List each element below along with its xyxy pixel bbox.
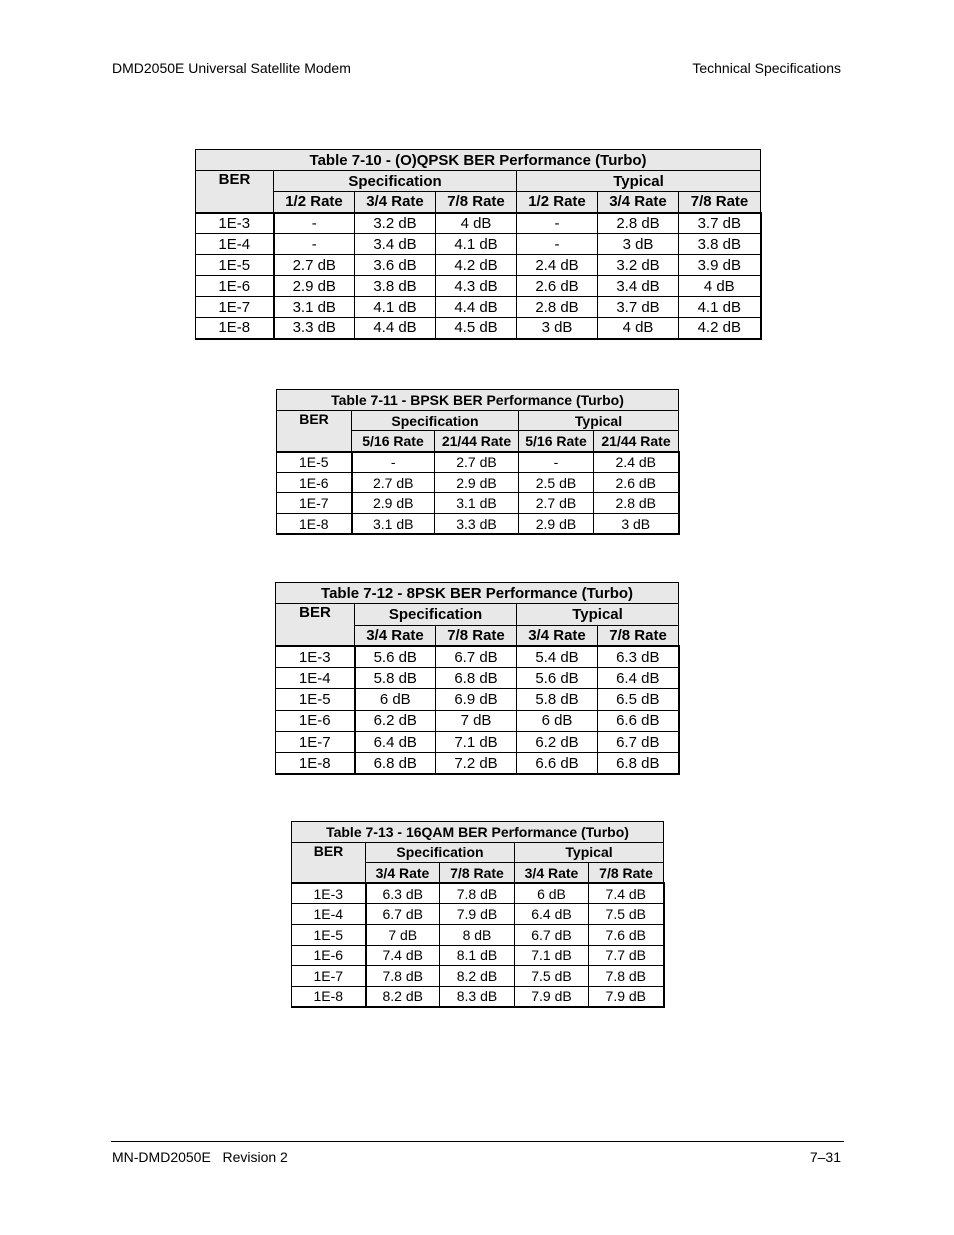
table-7-13-16qam-ber [291,821,665,1008]
value-cell: 6 dB [515,883,589,904]
value-cell: 4.4 dB [355,318,436,339]
table-row [277,493,679,514]
ber-cell: 1E-6 [292,945,366,966]
value-cell: 3.7 dB [598,297,679,318]
value-cell: 3.9 dB [679,255,761,276]
rate-header: 7/8 Rate [436,625,517,646]
rate-header: 3/4 Rate [598,192,679,213]
value-cell: 3.1 dB [435,493,519,514]
value-cell: 2.8 dB [517,297,598,318]
value-cell: 7.8 dB [589,966,664,987]
value-cell: 8 dB [440,924,515,945]
value-cell: 8.3 dB [440,986,515,1007]
value-cell: 2.7 dB [435,452,519,473]
table-row [292,904,664,925]
value-cell: 2.7 dB [352,472,435,493]
value-cell: 6.5 dB [598,689,679,710]
value-cell: 3 dB [517,318,598,339]
value-cell: 4 dB [598,318,679,339]
value-cell: 4.3 dB [436,276,517,297]
value-cell: 4 dB [679,276,761,297]
value-cell: 8.2 dB [366,986,440,1007]
ber-cell: 1E-7 [292,966,366,987]
value-cell: 2.6 dB [517,276,598,297]
value-cell: 2.6 dB [594,472,679,493]
value-cell: 6.2 dB [355,710,436,731]
page-number: 7–31 [809,1149,841,1165]
table-row [276,646,679,667]
table-title: Table 7-10 - (O)QPSK BER Performance (Turbo) [196,150,761,171]
ber-cell: 1E-8 [277,514,352,535]
value-cell: 8.1 dB [440,945,515,966]
table-row [196,213,761,234]
ber-cell: 1E-3 [196,213,274,234]
table-title: Table 7-11 - BPSK BER Performance (Turbo) [277,390,679,411]
rate-header: 5/16 Rate [352,431,435,452]
rate-header: 7/8 Rate [436,192,517,213]
ber-cell: 1E-7 [277,493,352,514]
value-cell: 3.4 dB [598,276,679,297]
rate-header: 7/8 Rate [589,863,664,884]
table-row [196,297,761,318]
value-cell: 6.7 dB [366,904,440,925]
value-cell: 6.6 dB [598,710,679,731]
ber-cell: 1E-6 [277,472,352,493]
ber-column-header: BER [277,410,352,451]
value-cell: 5.4 dB [517,646,598,667]
value-cell: 6.8 dB [355,753,436,774]
document-revision: MN-DMD2050E Revision 2 [112,1149,288,1165]
footer-divider [111,1141,844,1142]
value-cell: 6.8 dB [598,753,679,774]
ber-cell: 1E-4 [196,234,274,255]
value-cell: 3.4 dB [355,234,436,255]
value-cell: 7.5 dB [589,904,664,925]
value-cell: 2.4 dB [594,452,679,473]
value-cell: 7.5 dB [515,966,589,987]
value-cell: 5.8 dB [355,668,436,689]
specification-header: Specification [352,410,519,431]
specification-header: Specification [366,842,515,863]
value-cell: - [517,234,598,255]
value-cell: 7.8 dB [366,966,440,987]
value-cell: 4.2 dB [436,255,517,276]
table-row [276,753,679,774]
ber-cell: 1E-6 [196,276,274,297]
value-cell: 7.9 dB [589,986,664,1007]
ber-cell: 1E-8 [276,753,355,774]
value-cell: 2.8 dB [598,213,679,234]
ber-cell: 1E-3 [292,883,366,904]
value-cell: - [519,452,594,473]
table-row [292,883,664,904]
rate-header: 21/44 Rate [435,431,519,452]
value-cell: 7.6 dB [589,924,664,945]
value-cell: 4.4 dB [436,297,517,318]
table-row [292,924,664,945]
value-cell: 6.2 dB [517,732,598,753]
table-row [292,986,664,1007]
table-title: Table 7-13 - 16QAM BER Performance (Turbo) [292,822,664,843]
value-cell: - [517,213,598,234]
value-cell: 2.8 dB [594,493,679,514]
ber-cell: 1E-5 [196,255,274,276]
value-cell: 2.9 dB [352,493,435,514]
value-cell: 5.6 dB [355,646,436,667]
value-cell: 4.1 dB [679,297,761,318]
typical-header: Typical [519,410,679,431]
value-cell: 3.1 dB [352,514,435,535]
value-cell: 3.3 dB [435,514,519,535]
value-cell: 3.7 dB [679,213,761,234]
ber-cell: 1E-5 [292,924,366,945]
value-cell: 4.2 dB [679,318,761,339]
value-cell: 7 dB [436,710,517,731]
rate-header: 3/4 Rate [366,863,440,884]
value-cell: 7.7 dB [589,945,664,966]
ber-cell: 1E-7 [276,732,355,753]
value-cell: 3 dB [598,234,679,255]
value-cell: 3 dB [594,514,679,535]
rate-header: 3/4 Rate [515,863,589,884]
value-cell: 2.9 dB [274,276,355,297]
table-row [276,689,679,710]
ber-cell: 1E-8 [292,986,366,1007]
value-cell: 7.1 dB [515,945,589,966]
value-cell: 7.2 dB [436,753,517,774]
value-cell: 6 dB [517,710,598,731]
value-cell: 2.7 dB [274,255,355,276]
value-cell: 6.3 dB [366,883,440,904]
page-header-section: Technical Specifications [692,60,841,76]
value-cell: 7 dB [366,924,440,945]
page-header-title: DMD2050E Universal Satellite Modem [112,60,351,76]
value-cell: 5.8 dB [517,689,598,710]
value-cell: 4.1 dB [355,297,436,318]
rate-header: 21/44 Rate [594,431,679,452]
value-cell: 4 dB [436,213,517,234]
table-row [196,318,761,339]
value-cell: 6.6 dB [517,753,598,774]
rate-header: 7/8 Rate [598,625,679,646]
value-cell: 3.2 dB [598,255,679,276]
value-cell: 6.7 dB [436,646,517,667]
value-cell: 7.1 dB [436,732,517,753]
value-cell: 3.1 dB [274,297,355,318]
value-cell: 6 dB [355,689,436,710]
value-cell: 3.6 dB [355,255,436,276]
table-row [196,276,761,297]
table-title: Table 7-12 - 8PSK BER Performance (Turbo) [276,583,679,604]
rate-header: 7/8 Rate [440,863,515,884]
table-row [292,966,664,987]
value-cell: 7.4 dB [589,883,664,904]
value-cell: 6.7 dB [598,732,679,753]
value-cell: 6.8 dB [436,668,517,689]
table-row [276,668,679,689]
ber-column-header: BER [196,171,274,213]
ber-cell: 1E-4 [276,668,355,689]
typical-header: Typical [517,171,761,192]
value-cell: 6.4 dB [355,732,436,753]
table-row [196,255,761,276]
ber-column-header: BER [276,604,355,647]
table-7-10-oqpsk-ber [195,149,762,340]
typical-header: Typical [515,842,664,863]
ber-cell: 1E-3 [276,646,355,667]
ber-cell: 1E-8 [196,318,274,339]
value-cell: 5.6 dB [517,668,598,689]
value-cell: 2.7 dB [519,493,594,514]
value-cell: 6.4 dB [598,668,679,689]
table-row [277,472,679,493]
table-row [292,945,664,966]
value-cell: 6.4 dB [515,904,589,925]
rate-header: 1/2 Rate [274,192,355,213]
ber-column-header: BER [292,842,366,883]
value-cell: 6.7 dB [515,924,589,945]
value-cell: 2.5 dB [519,472,594,493]
specification-header: Specification [355,604,517,625]
table-7-12-8psk-ber [275,582,680,775]
value-cell: 3.8 dB [679,234,761,255]
table-7-11-bpsk-ber [276,389,680,535]
value-cell: 3.8 dB [355,276,436,297]
value-cell: 7.8 dB [440,883,515,904]
value-cell: 7.9 dB [440,904,515,925]
ber-cell: 1E-7 [196,297,274,318]
rate-header: 7/8 Rate [679,192,761,213]
specification-header: Specification [274,171,517,192]
rate-header: 3/4 Rate [355,625,436,646]
value-cell: 7.9 dB [515,986,589,1007]
value-cell: 6.3 dB [598,646,679,667]
value-cell: 4.1 dB [436,234,517,255]
value-cell: 3.3 dB [274,318,355,339]
value-cell: 8.2 dB [440,966,515,987]
ber-cell: 1E-5 [276,689,355,710]
rate-header: 5/16 Rate [519,431,594,452]
table-row [276,732,679,753]
ber-cell: 1E-5 [277,452,352,473]
value-cell: 7.4 dB [366,945,440,966]
value-cell: 2.9 dB [435,472,519,493]
rate-header: 1/2 Rate [517,192,598,213]
value-cell: - [352,452,435,473]
value-cell: 3.2 dB [355,213,436,234]
value-cell: 2.4 dB [517,255,598,276]
ber-cell: 1E-4 [292,904,366,925]
ber-cell: 1E-6 [276,710,355,731]
table-row [276,710,679,731]
value-cell: 4.5 dB [436,318,517,339]
value-cell: 6.9 dB [436,689,517,710]
typical-header: Typical [517,604,679,625]
table-row [196,234,761,255]
table-row [277,452,679,473]
value-cell: - [274,234,355,255]
rate-header: 3/4 Rate [355,192,436,213]
value-cell: - [274,213,355,234]
table-row [277,514,679,535]
rate-header: 3/4 Rate [517,625,598,646]
value-cell: 2.9 dB [519,514,594,535]
